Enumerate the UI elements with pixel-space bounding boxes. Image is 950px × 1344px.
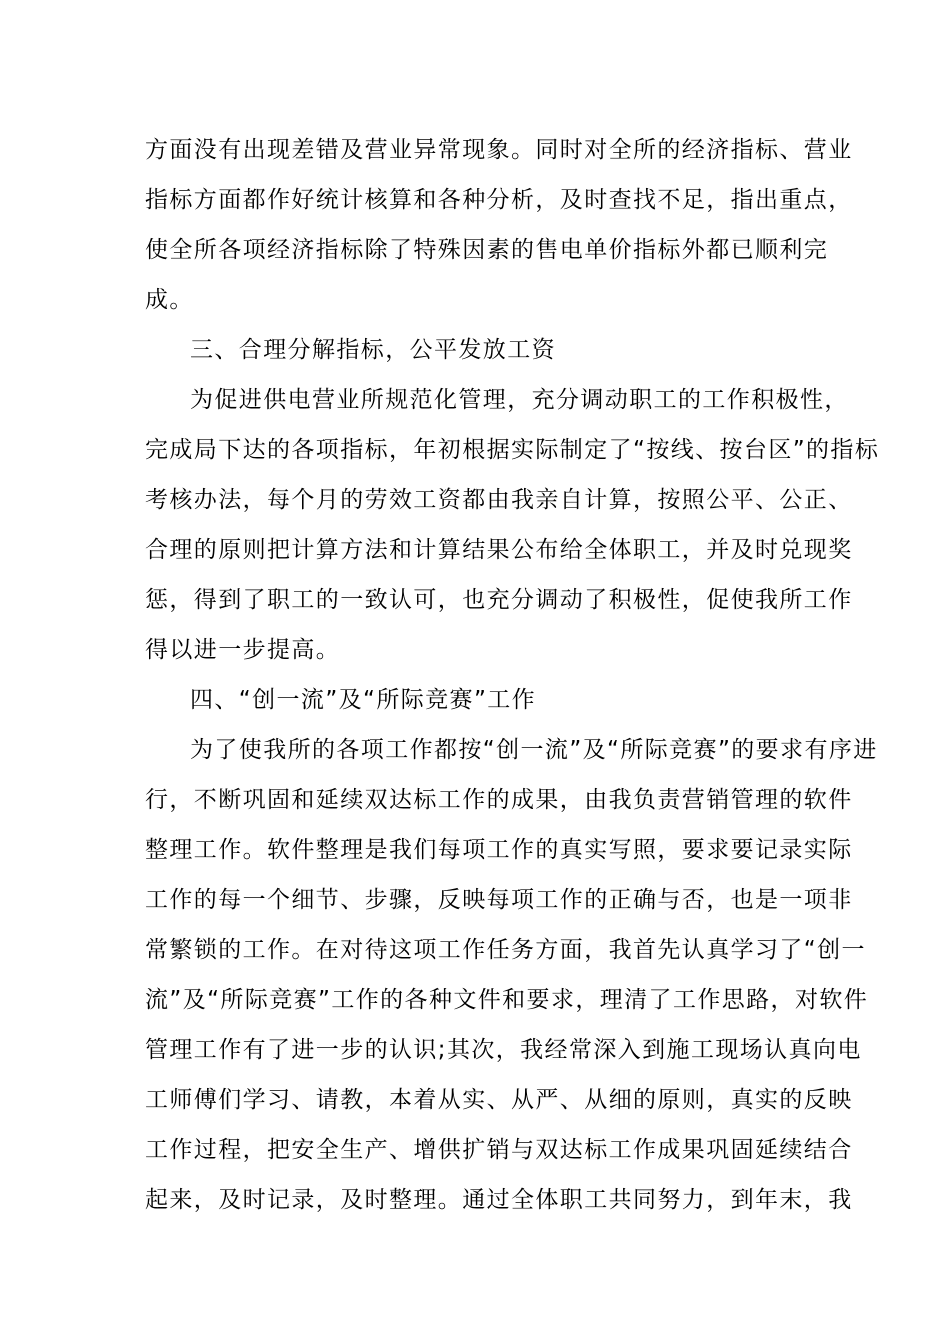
section-heading: 四、“创一流”及“所际竞赛”工作 xyxy=(190,687,537,713)
paragraph-line: 考核办法，每个月的劳效工资都由我亲自计算，按照公平、公正、 xyxy=(145,487,853,513)
paragraph-line: 合理的原则把计算方法和计算结果公布给全体职工，并及时兑现奖 xyxy=(145,537,853,563)
paragraph-line: 为促进供电营业所规范化管理，充分调动职工的工作积极性， xyxy=(190,387,849,413)
paragraph-line: 流”及“所际竞赛”工作的各种文件和要求，理清了工作思路，对软件 xyxy=(145,987,869,1013)
paragraph-line: 工师傅们学习、请教，本着从实、从严、从细的原则，真实的反映 xyxy=(145,1087,853,1113)
paragraph-line: 管理工作有了进一步的认识;其次，我经常深入到施工现场认真向电 xyxy=(145,1037,862,1063)
paragraph-line: 工作过程，把安全生产、增供扩销与双达标工作成果巩固延续结合 xyxy=(145,1137,853,1163)
paragraph-line: 为了使我所的各项工作都按“创一流”及“所际竞赛”的要求有序进 xyxy=(190,737,878,763)
paragraph-line: 整理工作。软件整理是我们每项工作的真实写照，要求要记录实际 xyxy=(145,837,853,863)
paragraph-line: 常繁锁的工作。在对待这项工作任务方面，我首先认真学习了“创一 xyxy=(145,937,866,963)
paragraph-line: 使全所各项经济指标除了特殊因素的售电单价指标外都已顺利完 xyxy=(145,237,829,263)
paragraph-line: 工作的每一个细节、步骤，反映每项工作的正确与否，也是一项非 xyxy=(145,887,853,913)
paragraph-line: 得以进一步提高。 xyxy=(145,637,341,663)
paragraph-line: 完成局下达的各项指标，年初根据实际制定了“按线、按台区”的指标 xyxy=(145,437,880,463)
paragraph-line: 指标方面都作好统计核算和各种分析，及时查找不足，指出重点， xyxy=(145,187,853,213)
section-heading: 三、合理分解指标，公平发放工资 xyxy=(190,337,556,363)
paragraph-line: 成。 xyxy=(145,287,194,313)
paragraph-line: 方面没有出现差错及营业异常现象。同时对全所的经济指标、营业 xyxy=(145,137,853,163)
paragraph-line: 行，不断巩固和延续双达标工作的成果，由我负责营销管理的软件 xyxy=(145,787,853,813)
paragraph-line: 惩，得到了职工的一致认可，也充分调动了积极性，促使我所工作 xyxy=(145,587,853,613)
paragraph-line: 起来，及时记录，及时整理。通过全体职工共同努力，到年末，我 xyxy=(145,1187,853,1213)
